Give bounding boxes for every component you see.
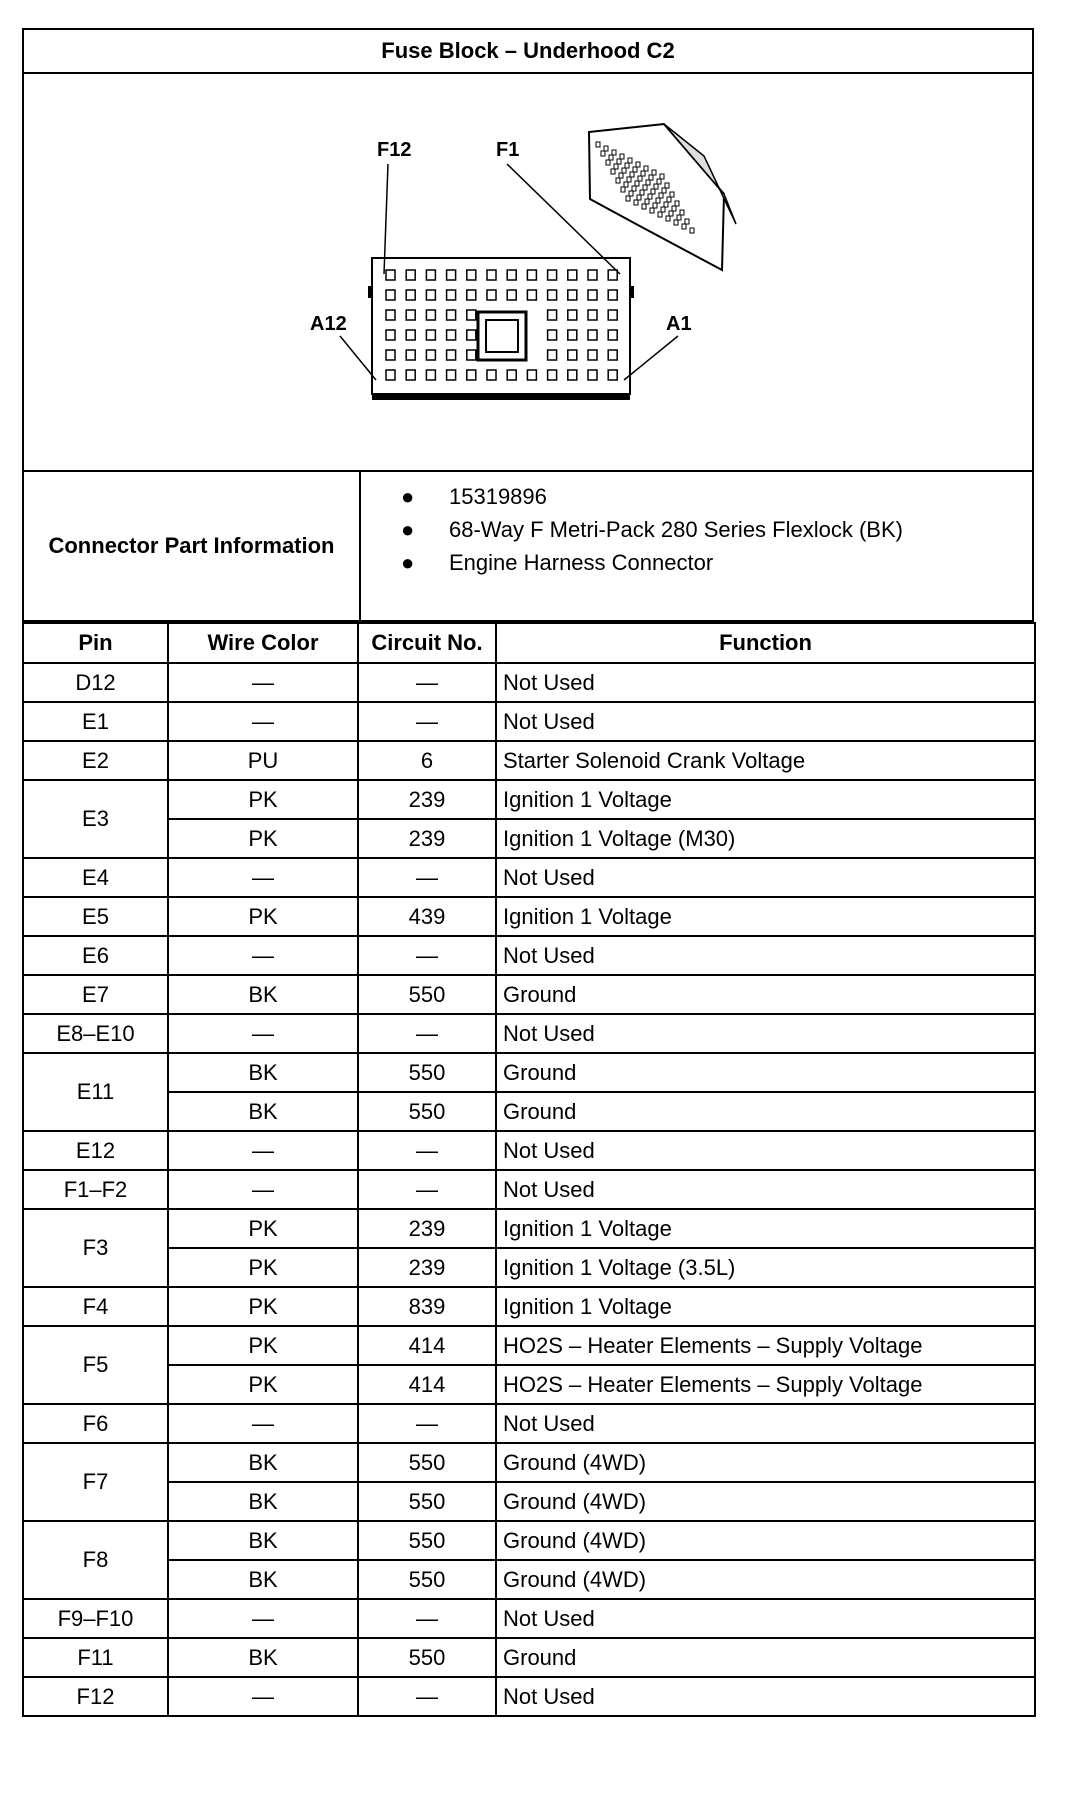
connector-figure xyxy=(22,72,1034,472)
wire-color-cell: BK xyxy=(168,975,358,1014)
connector-base xyxy=(372,394,630,400)
iso-cavity xyxy=(665,183,669,188)
iso-cavity xyxy=(650,208,654,213)
circuit-cell: — xyxy=(358,1404,496,1443)
function-cell: Not Used xyxy=(496,858,1035,897)
iso-cavity xyxy=(649,175,653,180)
table-row xyxy=(23,1326,1035,1365)
iso-cavity xyxy=(624,182,628,187)
iso-cavity xyxy=(626,196,630,201)
function-cell: Ground (4WD) xyxy=(496,1443,1035,1482)
iso-cavity xyxy=(674,220,678,225)
circuit-cell: — xyxy=(358,1131,496,1170)
table-row xyxy=(23,1131,1035,1170)
iso-cavity xyxy=(648,194,652,199)
terminal-cavity xyxy=(548,330,557,340)
iso-cavity xyxy=(666,216,670,221)
terminal-cavity xyxy=(608,350,617,360)
pin-cell: E1 xyxy=(23,702,168,741)
iso-cavity xyxy=(612,150,616,155)
iso-cavity xyxy=(672,206,676,211)
iso-cavity xyxy=(654,184,658,189)
iso-cavity xyxy=(609,155,613,160)
pin-cell: E12 xyxy=(23,1131,168,1170)
center-bolt xyxy=(486,320,518,352)
iso-cavity xyxy=(636,162,640,167)
iso-cavity xyxy=(653,203,657,208)
terminal-cavity xyxy=(608,310,617,320)
table-body xyxy=(23,663,1035,1716)
iso-cavity xyxy=(675,201,679,206)
label-f1: F1 xyxy=(496,139,520,161)
pin-cell: E3 xyxy=(23,780,168,858)
circuit-cell: — xyxy=(358,858,496,897)
pin-cell: F4 xyxy=(23,1287,168,1326)
iso-cavity xyxy=(637,195,641,200)
pinout-table xyxy=(22,622,1036,1717)
table-row xyxy=(23,975,1035,1014)
function-cell: Not Used xyxy=(496,1599,1035,1638)
wire-color-cell: — xyxy=(168,936,358,975)
iso-cavity xyxy=(680,210,684,215)
terminal-cavity xyxy=(386,330,395,340)
table-row xyxy=(23,1638,1035,1677)
wire-color-cell: — xyxy=(168,1131,358,1170)
latch-left xyxy=(368,286,372,298)
function-cell: HO2S – Heater Elements – Supply Voltage xyxy=(496,1326,1035,1365)
terminal-cavity xyxy=(467,330,476,340)
circuit-cell: 550 xyxy=(358,1638,496,1677)
iso-cavity xyxy=(596,142,600,147)
terminal-cavity xyxy=(426,330,435,340)
terminal-cavity xyxy=(447,270,456,280)
function-cell: Not Used xyxy=(496,1014,1035,1053)
circuit-cell: — xyxy=(358,1014,496,1053)
header-function: Function xyxy=(496,623,1035,663)
terminal-cavity xyxy=(386,350,395,360)
terminal-cavity xyxy=(406,370,415,380)
iso-cavity xyxy=(620,154,624,159)
circuit-cell: 439 xyxy=(358,897,496,936)
table-row xyxy=(23,1677,1035,1716)
function-cell: Ignition 1 Voltage (M30) xyxy=(496,819,1035,858)
circuit-cell: 550 xyxy=(358,975,496,1014)
pin-cell: E11 xyxy=(23,1053,168,1131)
iso-cavity xyxy=(677,215,681,220)
circuit-cell: — xyxy=(358,1170,496,1209)
wire-color-cell: BK xyxy=(168,1560,358,1599)
terminal-cavity xyxy=(548,270,557,280)
function-cell: Ignition 1 Voltage (3.5L) xyxy=(496,1248,1035,1287)
connector-sheet xyxy=(22,28,1034,1717)
pin-cell: F3 xyxy=(23,1209,168,1287)
wire-color-cell: — xyxy=(168,663,358,702)
iso-cavity xyxy=(601,151,605,156)
iso-cavity xyxy=(659,193,663,198)
table-row xyxy=(23,819,1035,858)
terminal-cavity xyxy=(507,290,516,300)
circuit-cell: 550 xyxy=(358,1443,496,1482)
terminal-cavity xyxy=(386,310,395,320)
terminal-cavity xyxy=(467,350,476,360)
iso-cavity xyxy=(669,211,673,216)
iso-cavity xyxy=(606,160,610,165)
terminal-cavity xyxy=(588,350,597,360)
iso-cavity xyxy=(657,179,661,184)
iso-cavity xyxy=(625,163,629,168)
iso-cavity xyxy=(629,191,633,196)
terminal-cavity xyxy=(568,310,577,320)
wire-color-cell: BK xyxy=(168,1092,358,1131)
terminal-cavity xyxy=(406,310,415,320)
terminal-cavity xyxy=(447,370,456,380)
wire-color-cell: PK xyxy=(168,1209,358,1248)
function-cell: HO2S – Heater Elements – Supply Voltage xyxy=(496,1365,1035,1404)
label-a12: A12 xyxy=(310,313,347,335)
terminal-cavity xyxy=(487,290,496,300)
iso-cavity xyxy=(633,167,637,172)
circuit-cell: — xyxy=(358,1677,496,1716)
circuit-cell: 239 xyxy=(358,1209,496,1248)
circuit-cell: 839 xyxy=(358,1287,496,1326)
function-cell: Ground xyxy=(496,1053,1035,1092)
bullet-icon: ● xyxy=(401,549,415,575)
terminal-cavity xyxy=(527,370,536,380)
table-row xyxy=(23,702,1035,741)
connector-info-list xyxy=(361,472,1032,620)
circuit-cell: 550 xyxy=(358,1560,496,1599)
terminal-cavity xyxy=(447,330,456,340)
function-cell: Ground xyxy=(496,975,1035,1014)
terminal-cavity xyxy=(588,330,597,340)
bullet-icon: ● xyxy=(401,516,415,542)
terminal-cavity xyxy=(406,350,415,360)
wire-color-cell: — xyxy=(168,1170,358,1209)
terminal-cavity xyxy=(568,290,577,300)
wire-color-cell: BK xyxy=(168,1521,358,1560)
label-f12: F12 xyxy=(377,139,412,161)
table-row xyxy=(23,1287,1035,1326)
circuit-cell: — xyxy=(358,936,496,975)
iso-cavity xyxy=(640,190,644,195)
pin-cell: F1–F2 xyxy=(23,1170,168,1209)
iso-cavity xyxy=(644,166,648,171)
circuit-cell: 550 xyxy=(358,1092,496,1131)
terminal-cavity xyxy=(406,330,415,340)
terminal-cavity xyxy=(568,350,577,360)
iso-cavity xyxy=(642,204,646,209)
pin-cell: E6 xyxy=(23,936,168,975)
pin-cell: F9–F10 xyxy=(23,1599,168,1638)
terminal-cavity xyxy=(548,310,557,320)
wire-color-cell: PK xyxy=(168,1365,358,1404)
circuit-cell: 414 xyxy=(358,1326,496,1365)
function-cell: Not Used xyxy=(496,1404,1035,1443)
function-cell: Ignition 1 Voltage xyxy=(496,780,1035,819)
iso-cavity xyxy=(667,197,671,202)
pin-cell: F5 xyxy=(23,1326,168,1404)
list-item xyxy=(401,513,1032,546)
wire-color-cell: PK xyxy=(168,819,358,858)
iso-cavity xyxy=(664,202,668,207)
terminal-cavity xyxy=(548,350,557,360)
iso-cavity xyxy=(641,171,645,176)
wire-color-cell: PK xyxy=(168,1326,358,1365)
table-row xyxy=(23,1404,1035,1443)
terminal-cavity xyxy=(426,350,435,360)
terminal-cavity xyxy=(406,290,415,300)
wire-color-cell: PK xyxy=(168,1287,358,1326)
wire-color-cell: BK xyxy=(168,1053,358,1092)
label-a1: A1 xyxy=(666,313,692,335)
pin-cell: E8–E10 xyxy=(23,1014,168,1053)
table-row xyxy=(23,1521,1035,1560)
pin-cell: E5 xyxy=(23,897,168,936)
terminal-cavity xyxy=(608,270,617,280)
terminal-cavity xyxy=(548,370,557,380)
terminal-cavity xyxy=(588,270,597,280)
iso-cavity xyxy=(632,186,636,191)
terminal-cavity xyxy=(386,290,395,300)
wire-color-cell: — xyxy=(168,1599,358,1638)
connector-isometric-view xyxy=(589,124,736,270)
terminal-cavity xyxy=(467,310,476,320)
table-row xyxy=(23,741,1035,780)
pin-cell: D12 xyxy=(23,663,168,702)
circuit-cell: 550 xyxy=(358,1053,496,1092)
terminal-cavity xyxy=(447,290,456,300)
iso-cavity xyxy=(617,159,621,164)
terminal-cavity xyxy=(527,290,536,300)
table-row xyxy=(23,1599,1035,1638)
list-item xyxy=(401,546,1032,579)
iso-cavity xyxy=(656,198,660,203)
wire-color-cell: PK xyxy=(168,897,358,936)
terminal-cavity xyxy=(568,370,577,380)
function-cell: Starter Solenoid Crank Voltage xyxy=(496,741,1035,780)
connector-info-label: Connector Part Information xyxy=(24,472,361,620)
terminal-cavity xyxy=(507,370,516,380)
terminal-cavity xyxy=(426,290,435,300)
table-row xyxy=(23,1053,1035,1092)
terminal-cavity xyxy=(447,350,456,360)
list-item xyxy=(401,480,1032,513)
function-cell: Ignition 1 Voltage xyxy=(496,1209,1035,1248)
terminal-cavity xyxy=(467,270,476,280)
table-row xyxy=(23,936,1035,975)
terminal-cavity xyxy=(426,270,435,280)
circuit-cell: 550 xyxy=(358,1521,496,1560)
pin-cell: E4 xyxy=(23,858,168,897)
table-row xyxy=(23,858,1035,897)
table-row xyxy=(23,1170,1035,1209)
wire-color-cell: PK xyxy=(168,1248,358,1287)
iso-cavity xyxy=(651,189,655,194)
table-row xyxy=(23,1209,1035,1248)
table-row xyxy=(23,1560,1035,1599)
function-cell: Not Used xyxy=(496,1677,1035,1716)
circuit-cell: 239 xyxy=(358,780,496,819)
iso-cavity xyxy=(658,212,662,217)
header-wire-color: Wire Color xyxy=(168,623,358,663)
function-cell: Ground (4WD) xyxy=(496,1482,1035,1521)
iso-cavity xyxy=(662,188,666,193)
terminal-cavity xyxy=(487,270,496,280)
terminal-cavity xyxy=(507,270,516,280)
iso-cavity xyxy=(621,187,625,192)
wire-color-cell: BK xyxy=(168,1482,358,1521)
iso-cavity xyxy=(604,146,608,151)
circuit-cell: — xyxy=(358,702,496,741)
iso-cavity xyxy=(614,164,618,169)
iso-cavity xyxy=(670,192,674,197)
iso-cavity xyxy=(643,185,647,190)
table-header-row xyxy=(23,623,1035,663)
iso-cavity xyxy=(619,173,623,178)
table-row xyxy=(23,780,1035,819)
table-row xyxy=(23,663,1035,702)
pin-cell: F6 xyxy=(23,1404,168,1443)
circuit-cell: 6 xyxy=(358,741,496,780)
wire-color-cell: PU xyxy=(168,741,358,780)
pin-cell: F7 xyxy=(23,1443,168,1521)
part-number: 15319896 xyxy=(449,483,547,509)
iso-cavity xyxy=(638,176,642,181)
iso-cavity xyxy=(682,224,686,229)
wire-color-cell: — xyxy=(168,858,358,897)
pin-cell: F8 xyxy=(23,1521,168,1599)
wire-color-cell: PK xyxy=(168,780,358,819)
terminal-cavity xyxy=(588,310,597,320)
wire-color-cell: BK xyxy=(168,1443,358,1482)
terminal-cavity xyxy=(568,270,577,280)
pin-cell: E2 xyxy=(23,741,168,780)
latch-right xyxy=(630,286,634,298)
connector-description: 68-Way F Metri-Pack 280 Series Flexlock (BK) xyxy=(449,516,903,542)
table-row xyxy=(23,1443,1035,1482)
circuit-cell: 239 xyxy=(358,1248,496,1287)
terminal-cavity xyxy=(568,330,577,340)
wire-color-cell: BK xyxy=(168,1638,358,1677)
function-cell: Not Used xyxy=(496,1131,1035,1170)
terminal-cavity xyxy=(467,290,476,300)
terminal-cavity xyxy=(487,370,496,380)
circuit-cell: — xyxy=(358,1599,496,1638)
connector-usage: Engine Harness Connector xyxy=(449,549,714,575)
terminal-cavity xyxy=(588,370,597,380)
page-title: Fuse Block – Underhood C2 xyxy=(22,28,1034,72)
terminal-cavity xyxy=(548,290,557,300)
function-cell: Ground (4WD) xyxy=(496,1521,1035,1560)
pin-cell: F12 xyxy=(23,1677,168,1716)
leader-a12 xyxy=(340,336,376,380)
iso-cavity xyxy=(690,228,694,233)
iso-cavity xyxy=(628,158,632,163)
iso-cavity xyxy=(661,207,665,212)
terminal-cavity xyxy=(426,310,435,320)
iso-cavity xyxy=(646,180,650,185)
terminal-cavity xyxy=(386,370,395,380)
iso-cavity xyxy=(622,168,626,173)
function-cell: Ground xyxy=(496,1638,1035,1677)
header-circuit-no: Circuit No. xyxy=(358,623,496,663)
function-cell: Ignition 1 Voltage xyxy=(496,1287,1035,1326)
pin-cell: F11 xyxy=(23,1638,168,1677)
wire-color-cell: — xyxy=(168,1014,358,1053)
circuit-cell: 414 xyxy=(358,1365,496,1404)
circuit-cell: 239 xyxy=(358,819,496,858)
function-cell: Ground xyxy=(496,1092,1035,1131)
iso-cavity xyxy=(660,174,664,179)
terminal-cavity xyxy=(527,270,536,280)
terminal-cavity xyxy=(608,330,617,340)
function-cell: Not Used xyxy=(496,1170,1035,1209)
function-cell: Ignition 1 Voltage xyxy=(496,897,1035,936)
function-cell: Not Used xyxy=(496,936,1035,975)
table-row xyxy=(23,1248,1035,1287)
terminal-cavity xyxy=(467,370,476,380)
bullet-icon: ● xyxy=(401,483,415,509)
terminal-cavity xyxy=(447,310,456,320)
terminal-cavity xyxy=(608,370,617,380)
terminal-cavity xyxy=(426,370,435,380)
terminal-cavity xyxy=(608,290,617,300)
iso-cavity xyxy=(627,177,631,182)
leader-a1 xyxy=(624,336,678,380)
iso-cavity xyxy=(635,181,639,186)
function-cell: Not Used xyxy=(496,663,1035,702)
connector-diagram xyxy=(24,74,1032,472)
circuit-cell: — xyxy=(358,663,496,702)
wire-color-cell: — xyxy=(168,1404,358,1443)
table-row xyxy=(23,1092,1035,1131)
iso-cavity xyxy=(611,169,615,174)
iso-cavity xyxy=(616,178,620,183)
iso-housing xyxy=(589,124,724,270)
wire-color-cell: — xyxy=(168,1677,358,1716)
table-row xyxy=(23,897,1035,936)
function-cell: Not Used xyxy=(496,702,1035,741)
terminal-cavity xyxy=(588,290,597,300)
terminal-cavity xyxy=(406,270,415,280)
connector-part-info xyxy=(22,472,1034,622)
iso-cavity xyxy=(652,170,656,175)
wire-color-cell: — xyxy=(168,702,358,741)
iso-cavity xyxy=(685,219,689,224)
table-row xyxy=(23,1014,1035,1053)
terminal-cavity xyxy=(386,270,395,280)
circuit-cell: 550 xyxy=(358,1482,496,1521)
iso-cavity xyxy=(634,200,638,205)
table-row xyxy=(23,1482,1035,1521)
header-pin: Pin xyxy=(23,623,168,663)
iso-cavity xyxy=(630,172,634,177)
table-row xyxy=(23,1365,1035,1404)
function-cell: Ground (4WD) xyxy=(496,1560,1035,1599)
connector-front-view xyxy=(368,258,634,400)
pin-cell: E7 xyxy=(23,975,168,1014)
iso-cavity xyxy=(645,199,649,204)
